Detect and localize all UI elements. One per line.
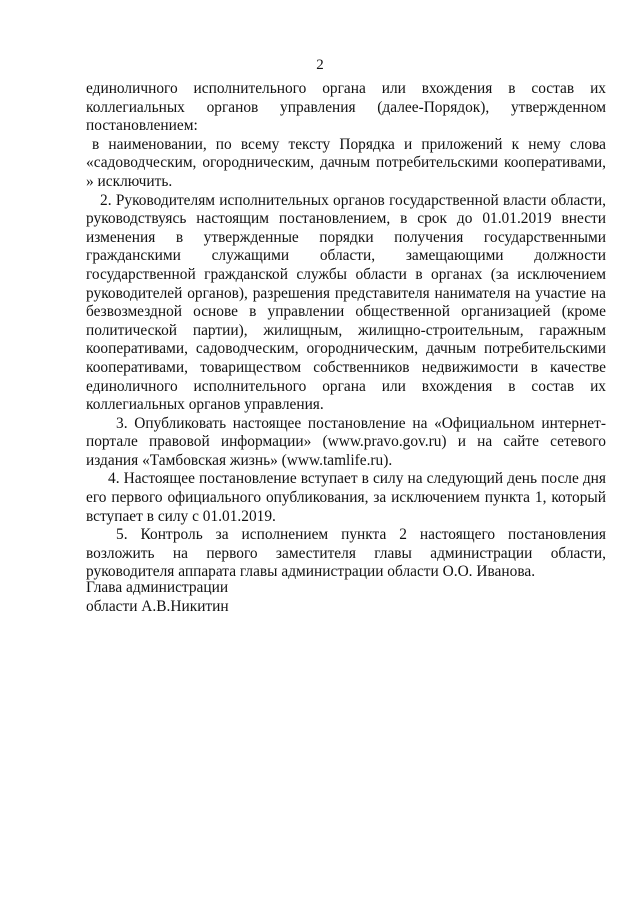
paragraph-item-3: 3. Опубликовать настоящее постановление на «Официальном интернет-портале правовой информации» (www.pravo.gov.ru) и на сайте сетевого издания «Тамбовская жизнь» (www.tamlife.ru). (86, 414, 606, 469)
paragraph-amendment: в наименовании, по всему тексту Порядка и приложений к нему слова «садоводческим, огородническим, дачным потребительскими кооперативами, » исключить. (86, 135, 606, 190)
page-number: 2 (316, 57, 324, 73)
signature-name: области А.В.Никитин (86, 598, 229, 615)
paragraph-item-5: 5. Контроль за исполнением пункта 2 настоящего постановления возложить на первого заместителя главы администрации области, руководителя аппарата главы администрации области О.О. Иванова. (86, 526, 606, 581)
document-body (86, 80, 606, 582)
signature-block (86, 578, 346, 616)
paragraph-item-4: 4. Настоящее постановление вступает в силу на следующий день после дня его первого официального опубликования, за исключением пункта 1, который вступает в силу с 01.01.2019. (86, 470, 606, 525)
paragraph-item-2: 2. Руководителям исполнительных органов государственной власти области, руководствуясь настоящим постановлением, в срок до 01.01.2019 внести изменения в утвержденные порядки получения государственными гражданскими служащими области, замещающими должности государственной гражданской службы области в органах (за исключением руководителей органов), разрешения представителя нанимателя на участие на безвозмездной основе в управлении общественной организацией (кроме политической партии), жилищным, жилищно-строительным, гаражным кооперативами, садоводческим, огородническим, дачным потребительскими кооперативами, товариществом собственников недвижимости в качестве единоличного исполнительного органа или вхождения в состав их коллегиальных органов управления. (86, 191, 606, 414)
signature-title: Глава администрации (86, 579, 229, 596)
paragraph-continuation: единоличного исполнительного органа или вхождения в состав их коллегиальных органов управления (далее-Порядок), утвержденном постановлением: (86, 80, 606, 135)
